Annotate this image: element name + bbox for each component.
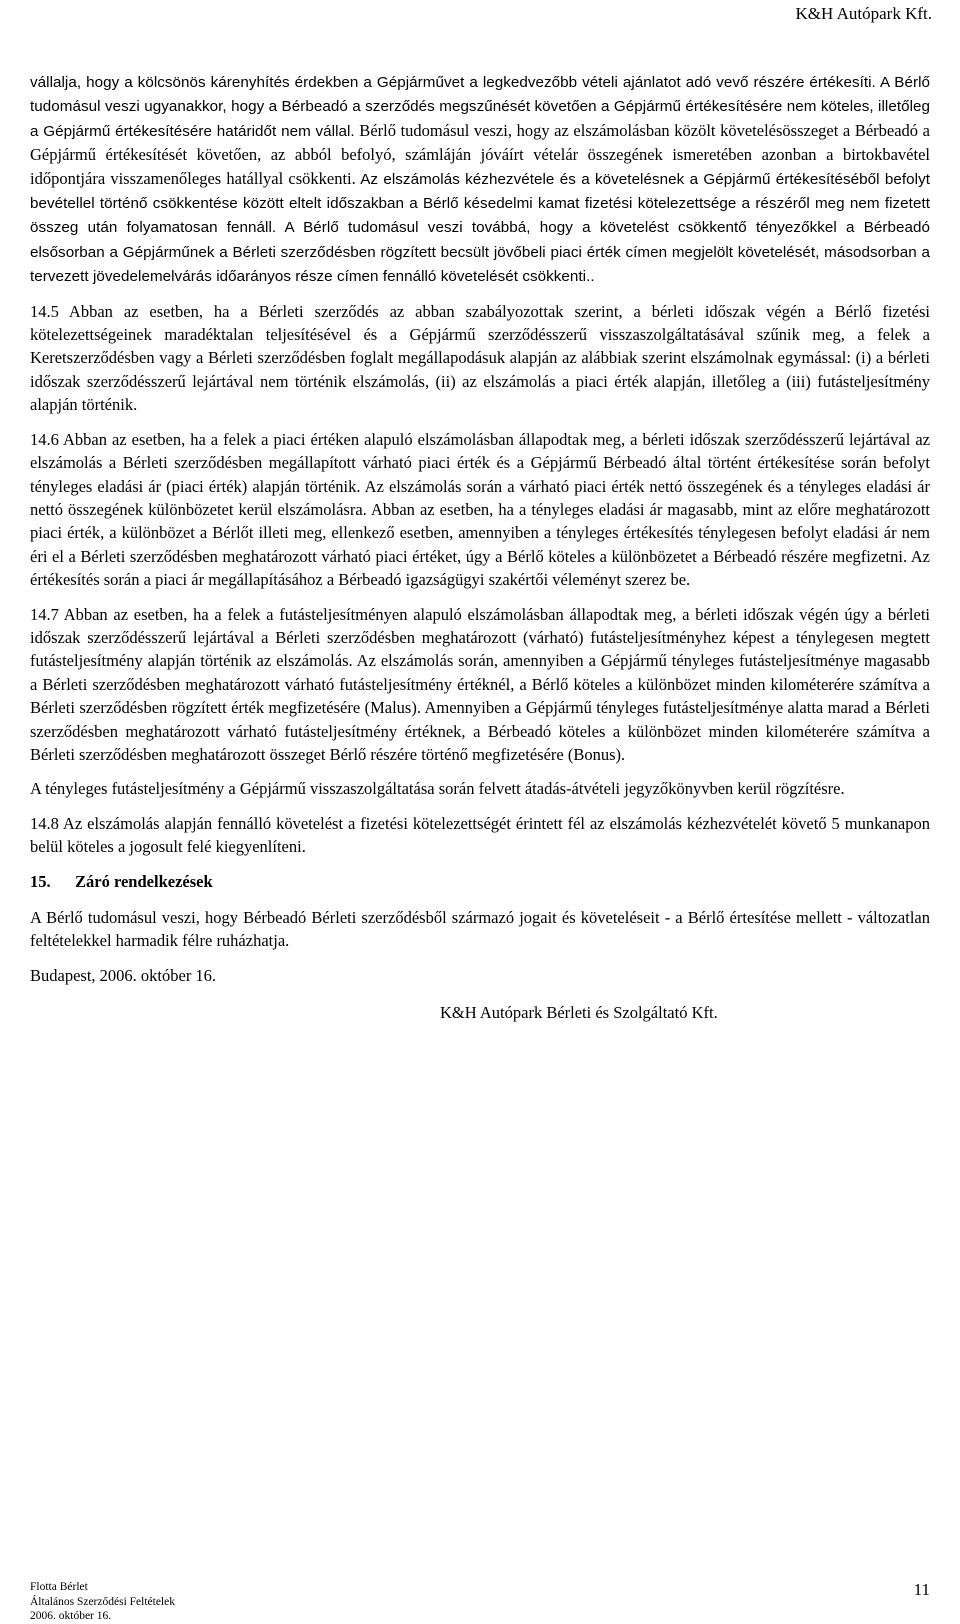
page-number: 11 — [913, 1580, 930, 1599]
continued-paragraph — [30, 70, 930, 289]
section-15-number: 15. — [30, 871, 51, 891]
place-and-date: Budapest, 2006. október 16. — [30, 965, 217, 985]
page-header: K&H Autópark Kft. — [795, 4, 932, 23]
footer-line-3: 2006. október 16. — [30, 1610, 112, 1622]
paragraph-14-7: 14.7 Abban az esetben, ha a felek a futásteljesítményen alapuló elszámolásban állapodtak meg, a bérleti időszak végén úgy a bérleti időszak szerződésszerű lejártával a Bérleti szerződésben meghatározott (várható) futásteljesítményhez képest a ténylegesen megtett futásteljesítmény alapján történik az elszámolás. Az elszámolás során, amennyiben a Gépjármű tényleges futásteljesítménye magasabb a Bérleti szerződésben meghatározott várható futásteljesítmény értéknél, a Bérlő köteles a különbözet minden kilométerére számítva a Bérleti szerződésben rögzített érték megfizetésére (Malus). Amennyiben a Gépjármű tényleges futásteljesítménye alatta marad a Bérleti szerződésben meghatározott várható futásteljesítmény értéknek, a Bérbeadó köteles a különbözet minden kilométerére számítva a Bérleti szerződésben meghatározott összeget Bérlő részére történő megfizetésére (Bonus). — [30, 604, 930, 764]
paragraph-14-8: 14.8 Az elszámolás alapján fennálló követelést a fizetési kötelezettségét érintett fél az elszámolás kézhezvételét követő 5 munkanapon belül köteles a jogosult felé kiegyenlíteni. — [30, 813, 930, 857]
paragraph-14-7-note: A tényleges futásteljesítmény a Gépjármű visszaszolgáltatása során felvett átadás-átvételi jegyzőkönyvben kerül rögzítésre. — [30, 779, 845, 799]
section-15-title: Záró rendelkezések — [75, 871, 213, 891]
paragraph-15: A Bérlő tudomásul veszi, hogy Bérbeadó Bérleti szerződésből származó jogait és követeléseit - a Bérlő értesítése mellett - változatlan feltételekkel harmadik félre ruházhatja. — [30, 908, 930, 951]
section-15-heading — [30, 870, 930, 893]
paragraph-14-5: 14.5 Abban az esetben, ha a Bérleti szerződés az abban szabályozottak szerint, a bérleti időszak végén a Bérlő fizetési kötelezettségeinek maradéktalan teljesítésével és a Gépjármű szerződésszerű visszaszolgáltatásával szűnik meg, a felek a Keretszerződésben vagy a Bérleti szerződésben foglalt megállapodásuk alapján az alábbiak szerint elszámolnak egymással: (i) a bérleti időszak szerződésszerű lejártával nem történik elszámolás, (ii) az elszámolás a piaci érték alapján, illetőleg a (iii) futásteljesítmény alapján történik. — [30, 301, 930, 415]
continued-paragraph-part-a: vállalja, hogy a kölcsönös kárenyhítés érdekben a Gépjárművet a legkedvezőbb vételi ajánlatot adó vevő részére értékesíti. A Bérlő tudomásul veszi ugyanakkor, hogy a Bérbeadó a szerződés megszűnését követően a Gépjármű értékesítésére nem köteles, illetőleg a Gépjármű értékesítésére határidőt nem vállal. — [30, 74, 930, 140]
continued-paragraph-part-b: Bérlő tudomásul veszi, hogy az elszámolásban közölt követelésösszeget a Bérbeadó a Gépjármű értékesítését követően, az abból befolyó, számláján jóváírt vételár összegének ismeretében azonban a birtokbavétel időpontjára visszamenőleges hatállyal csökkenti. — [30, 120, 930, 188]
footer-line-1: Flotta Bérlet — [30, 1581, 88, 1593]
continued-paragraph-part-c: Az elszámolás kézhezvétele és a követelésnek a Gépjármű értékesítéséből befolyt bevétellel történő csökkentése között eltelt időszakban a Bérlő késedelmi kamat fizetési kötelezettsége a részéről meg nem fizetett összeg után folyamatosan fennáll. A Bérlő tudomásul veszi továbbá, hogy a követelést csökkentő tényezőkkel a Bérbeadó elsősorban a Gépjárműnek a Bérleti szerződésben rögzített becsült jövőbeli piaci érték címen megjelölt követelését, másodsorban a tervezett jövedelemelvárás időarányos része címen fennálló követelését csökkenti.. — [30, 170, 930, 286]
signature-company: K&H Autópark Bérleti és Szolgáltató Kft. — [440, 1003, 718, 1023]
paragraph-14-6: 14.6 Abban az esetben, ha a felek a piaci értéken alapuló elszámolásban állapodtak meg, a bérleti időszak szerződésszerű lejártával az elszámolás a Bérleti szerződésben megállapított várható piaci érték és a Gépjármű Bérbeadó által történt értékesítése során befolyt tényleges eladási ár (piaci érték) alapján történik. Az elszámolás során a várható piaci érték nettó összegének és a tényleges eladási ár nettó összegének különbözetet kerül elszámolásra. Abban az esetben, ha a tényleges eladási ár magasabb, mint az előre meghatározott piaci érték, a különbözet a Bérlőt illeti meg, ellenkező esetben, amennyiben a tényleges értékesítés ténylegesen befolyt eladási ár nem éri el a Bérleti szerződésben meghatározott várható piaci értéket, úgy a Bérlő köteles a különbözetet a Bérbeadó részére megfizetni. Az értékesítés során a piaci ár megállapításához a Bérbeadó igazságügyi szakértői véleményt szerez be. — [30, 429, 930, 590]
document-body — [30, 70, 930, 1025]
footer-line-2: Általános Szerződési Feltételek — [30, 1595, 175, 1608]
